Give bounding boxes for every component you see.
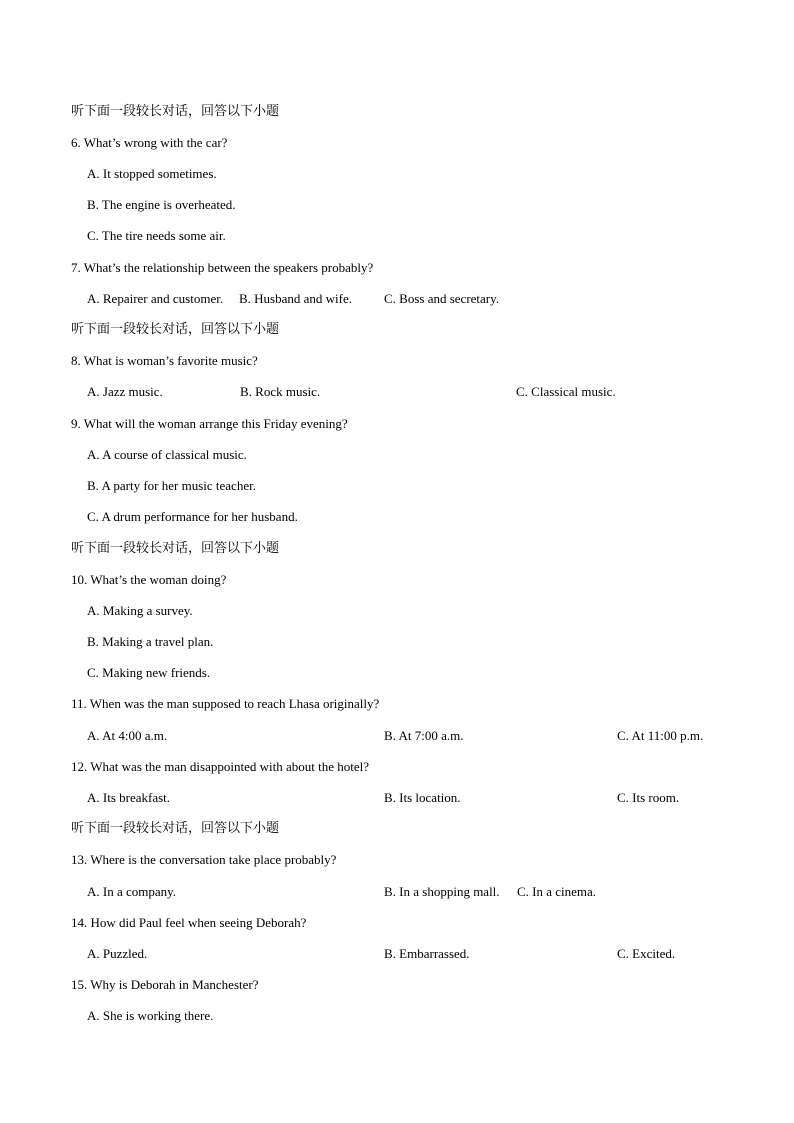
- q14-option-b: B. Embarrassed.: [384, 946, 470, 961]
- q13-option-b: B. In a shopping mall.: [384, 884, 500, 899]
- q8-option-b: B. Rock music.: [240, 384, 321, 399]
- question-13: 13. Where is the conversation take place probably?: [71, 852, 337, 867]
- q10-option-b: B. Making a travel plan.: [87, 634, 214, 649]
- q12-option-b: B. Its location.: [384, 790, 461, 805]
- section-header: 听下面一段较长对话，回答以下小题: [71, 104, 280, 119]
- q6-option-a: A. It stopped sometimes.: [87, 166, 217, 181]
- q14-option-a: A. Puzzled.: [87, 946, 148, 961]
- q12-option-c: C. Its room.: [617, 790, 680, 805]
- q9-option-b: B. A party for her music teacher.: [87, 478, 256, 493]
- question-9: 9. What will the woman arrange this Friday evening?: [71, 416, 348, 431]
- q7-option-b: B. Husband and wife.: [239, 291, 353, 306]
- q8-option-c: C. Classical music.: [516, 384, 616, 399]
- question-6: 6. What’s wrong with the car?: [71, 135, 228, 150]
- q15-option-a: A. She is working there.: [87, 1008, 214, 1023]
- question-12: 12. What was the man disappointed with about the hotel?: [71, 759, 369, 774]
- q11-option-a: A. At 4:00 a.m.: [87, 728, 168, 743]
- q9-option-a: A. A course of classical music.: [87, 447, 247, 462]
- question-8: 8. What is woman’s favorite music?: [71, 353, 258, 368]
- section-header: 听下面一段较长对话，回答以下小题: [71, 322, 280, 337]
- q11-option-b: B. At 7:00 a.m.: [384, 728, 464, 743]
- q7-option-c: C. Boss and secretary.: [384, 291, 500, 306]
- question-11: 11. When was the man supposed to reach Lhasa originally?: [71, 696, 380, 711]
- q10-option-c: C. Making new friends.: [87, 665, 211, 680]
- section-header: 听下面一段较长对话，回答以下小题: [71, 821, 280, 836]
- q10-option-a: A. Making a survey.: [87, 603, 193, 618]
- q13-option-c: C. In a cinema.: [517, 884, 597, 899]
- q7-option-a: A. Repairer and customer.: [87, 291, 224, 306]
- question-14: 14. How did Paul feel when seeing Deborah?: [71, 915, 307, 930]
- q8-option-a: A. Jazz music.: [87, 384, 163, 399]
- q13-option-a: A. In a company.: [87, 884, 177, 899]
- section-header: 听下面一段较长对话，回答以下小题: [71, 541, 280, 556]
- q9-option-c: C. A drum performance for her husband.: [87, 509, 298, 524]
- q6-option-b: B. The engine is overheated.: [87, 197, 236, 212]
- q12-option-a: A. Its breakfast.: [87, 790, 171, 805]
- question-10: 10. What’s the woman doing?: [71, 572, 227, 587]
- q14-option-c: C. Excited.: [617, 946, 676, 961]
- q6-option-c: C. The tire needs some air.: [87, 228, 226, 243]
- question-7: 7. What’s the relationship between the speakers probably?: [71, 260, 374, 275]
- question-15: 15. Why is Deborah in Manchester?: [71, 977, 259, 992]
- q11-option-c: C. At 11:00 p.m.: [617, 728, 704, 743]
